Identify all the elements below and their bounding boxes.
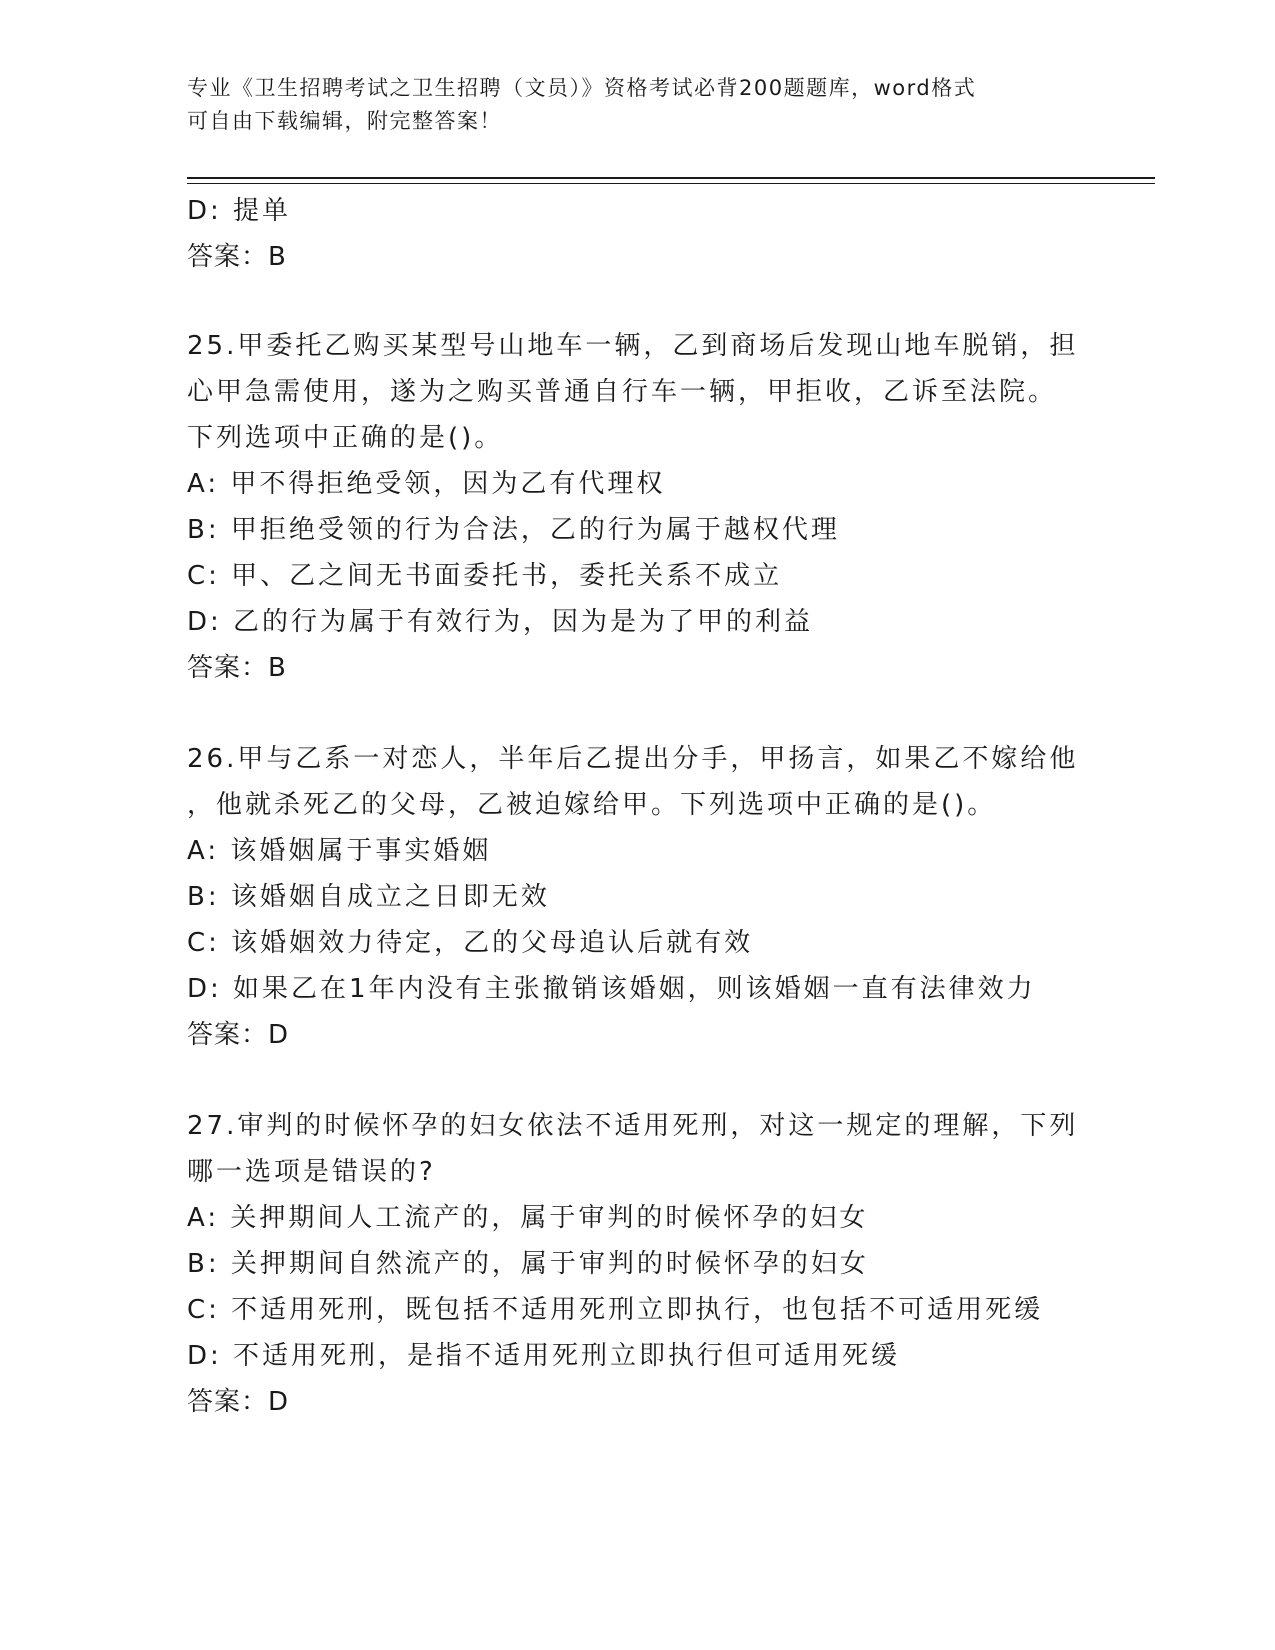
answer-line: 答案：B bbox=[187, 242, 287, 272]
option-c: C: 甲、乙之间无书面委托书，委托关系不成立 bbox=[187, 561, 783, 591]
option-a: A: 关押期间人工流产的，属于审判的时候怀孕的妇女 bbox=[187, 1203, 869, 1233]
document-body bbox=[187, 188, 1087, 1425]
answer-line: 答案：D bbox=[187, 1387, 290, 1417]
option-d: D: 提单 bbox=[187, 196, 292, 226]
option-d: D: 如果乙在1年内没有主张撤销该婚姻，则该婚姻一直有法律效力 bbox=[187, 974, 1036, 1004]
header-rule-thick bbox=[187, 177, 1155, 179]
option-c: C: 该婚姻效力待定，乙的父母追认后就有效 bbox=[187, 928, 754, 958]
option-d: D: 乙的行为属于有效行为，因为是为了甲的利益 bbox=[187, 607, 814, 637]
question-stem-line: 哪一选项是错误的? bbox=[187, 1157, 436, 1187]
header-line-2: 可自由下载编辑，附完整答案！ bbox=[187, 109, 502, 133]
option-d: D: 不适用死刑，是指不适用死刑立即执行但可适用死缓 bbox=[187, 1341, 901, 1371]
question-stem-line: 25.甲委托乙购买某型号山地车一辆，乙到商场后发现山地车脱销，担 bbox=[187, 331, 1079, 361]
question-27 bbox=[187, 1103, 1087, 1425]
option-b: B: 甲拒绝受领的行为合法，乙的行为属于越权代理 bbox=[187, 515, 840, 545]
option-a: A: 该婚姻属于事实婚姻 bbox=[187, 836, 492, 866]
document-header bbox=[187, 72, 1067, 138]
question-stem-line: 心甲急需使用，遂为之购买普通自行车一辆，甲拒收，乙诉至法院。 bbox=[187, 377, 1058, 407]
header-rule-thin bbox=[187, 183, 1155, 184]
question-26 bbox=[187, 736, 1087, 1058]
question-stem-line: ，他就杀死乙的父母，乙被迫嫁给甲。下列选项中正确的是()。 bbox=[187, 790, 997, 820]
option-c: C: 不适用死刑，既包括不适用死刑立即执行，也包括不可适用死缓 bbox=[187, 1295, 1044, 1325]
answer-line: 答案：B bbox=[187, 653, 287, 683]
carryover-question bbox=[187, 188, 1087, 280]
question-25 bbox=[187, 323, 1087, 691]
question-stem-line: 27.审判的时候怀孕的妇女依法不适用死刑，对这一规定的理解，下列 bbox=[187, 1111, 1079, 1141]
option-b: B: 该婚姻自成立之日即无效 bbox=[187, 882, 550, 912]
question-stem-line: 下列选项中正确的是()。 bbox=[187, 423, 504, 453]
option-a: A: 甲不得拒绝受领，因为乙有代理权 bbox=[187, 469, 666, 499]
question-stem-line: 26.甲与乙系一对恋人，半年后乙提出分手，甲扬言，如果乙不嫁给他 bbox=[187, 744, 1079, 774]
option-b: B: 关押期间自然流产的，属于审判的时候怀孕的妇女 bbox=[187, 1249, 869, 1279]
header-line-1: 专业《卫生招聘考试之卫生招聘（文员）》资格考试必背200题题库，word格式 bbox=[187, 76, 977, 100]
answer-line: 答案：D bbox=[187, 1020, 290, 1050]
